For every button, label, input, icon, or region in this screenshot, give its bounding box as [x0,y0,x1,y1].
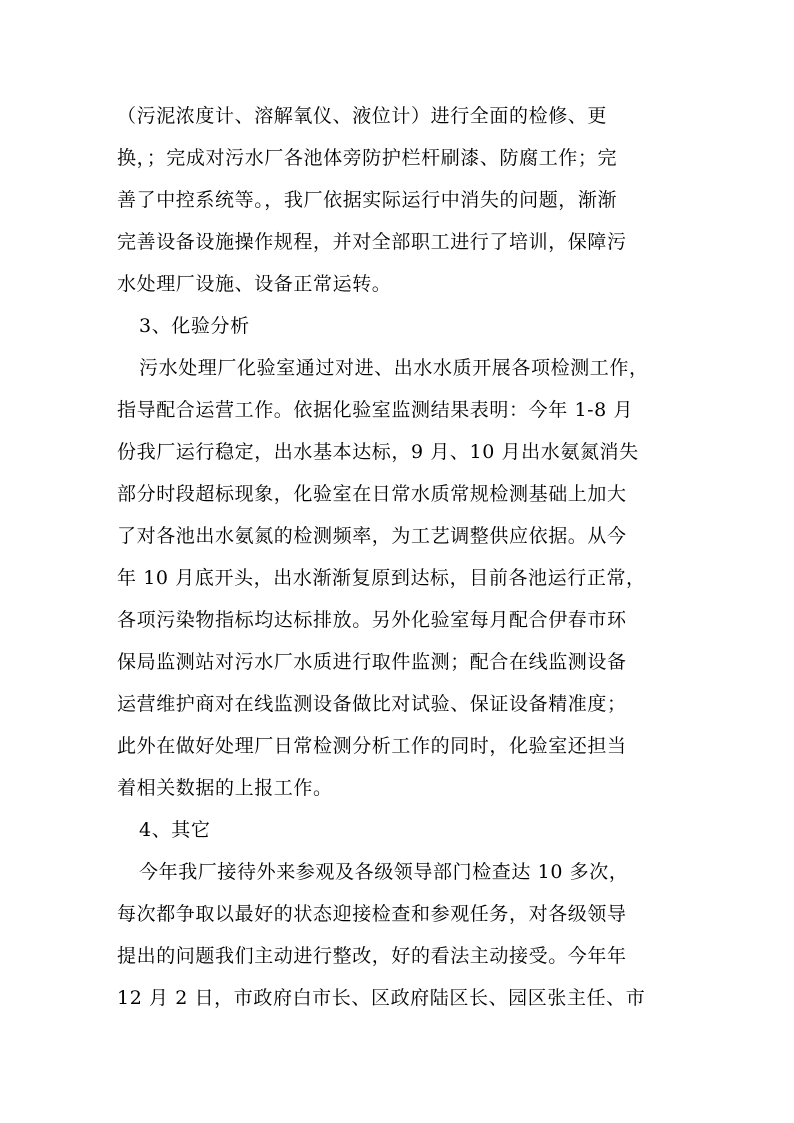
text-line: 水处理厂设施、设备正常运转。 [117,273,392,295]
text-line: 各项污染物指标均达标排放。另外化验室每月配合伊春市环 [117,609,627,631]
text-line: （污泥浓度计、溶解氧仪、液位计）进行全面的检修、更 [117,105,608,127]
text-line: 完善设备设施操作规程，并对全部职工进行了培训，保障污 [117,231,627,253]
text-line: 部分时段超标现象，化验室在日常水质常规检测基础上加大 [117,483,627,505]
text-line: 份我厂运行稳定，出水基本达标，9 月、10 月出水氨氮消失 [117,441,639,463]
text-line: 此外在做好处理厂日常检测分析工作的同时，化验室还担当 [117,735,627,757]
text-line: 善了中控系统等。，我厂依据实际运行中消失的问题，渐渐 [117,189,618,211]
text-line: 每次都争取以最好的状态迎接检查和参观任务，对各级领导 [117,903,627,925]
text-line: 了对各池出水氨氮的检测频率，为工艺调整供应依据。从今 [117,525,627,547]
text-line: 着相关数据的上报工作。 [117,777,333,799]
section-heading: 3、化验分析 [139,315,250,337]
text-line: 指导配合运营工作。依据化验室监测结果表明：今年 1-8 月 [117,399,634,421]
paragraph-start-line: 污水处理厂化验室通过对进、出水水质开展各项检测工作， [139,357,649,379]
section-heading: 4、其它 [139,819,211,841]
paragraph-start-line: 今年我厂接待外来参观及各级领导部门检查达 10 多次， [139,861,629,883]
body-text [117,95,683,1019]
text-line: 年 10 月底开头，出水渐渐复原到达标，目前各池运行正常， [117,567,646,589]
text-line: 12 月 2 日，市政府白市长、区政府陆区长、园区张主任、市 [117,987,646,1009]
text-line: 保局监测站对污水厂水质进行取件监测；配合在线监测设备 [117,651,627,673]
text-line: 运营维护商对在线监测设备做比对试验、保证设备精准度； [117,693,627,715]
text-line: 换，；完成对污水厂各池体旁防护栏杆刷漆、防腐工作；完 [117,147,618,169]
text-line: 提出的问题我们主动进行整改，好的看法主动接受。今年年 [117,945,627,967]
